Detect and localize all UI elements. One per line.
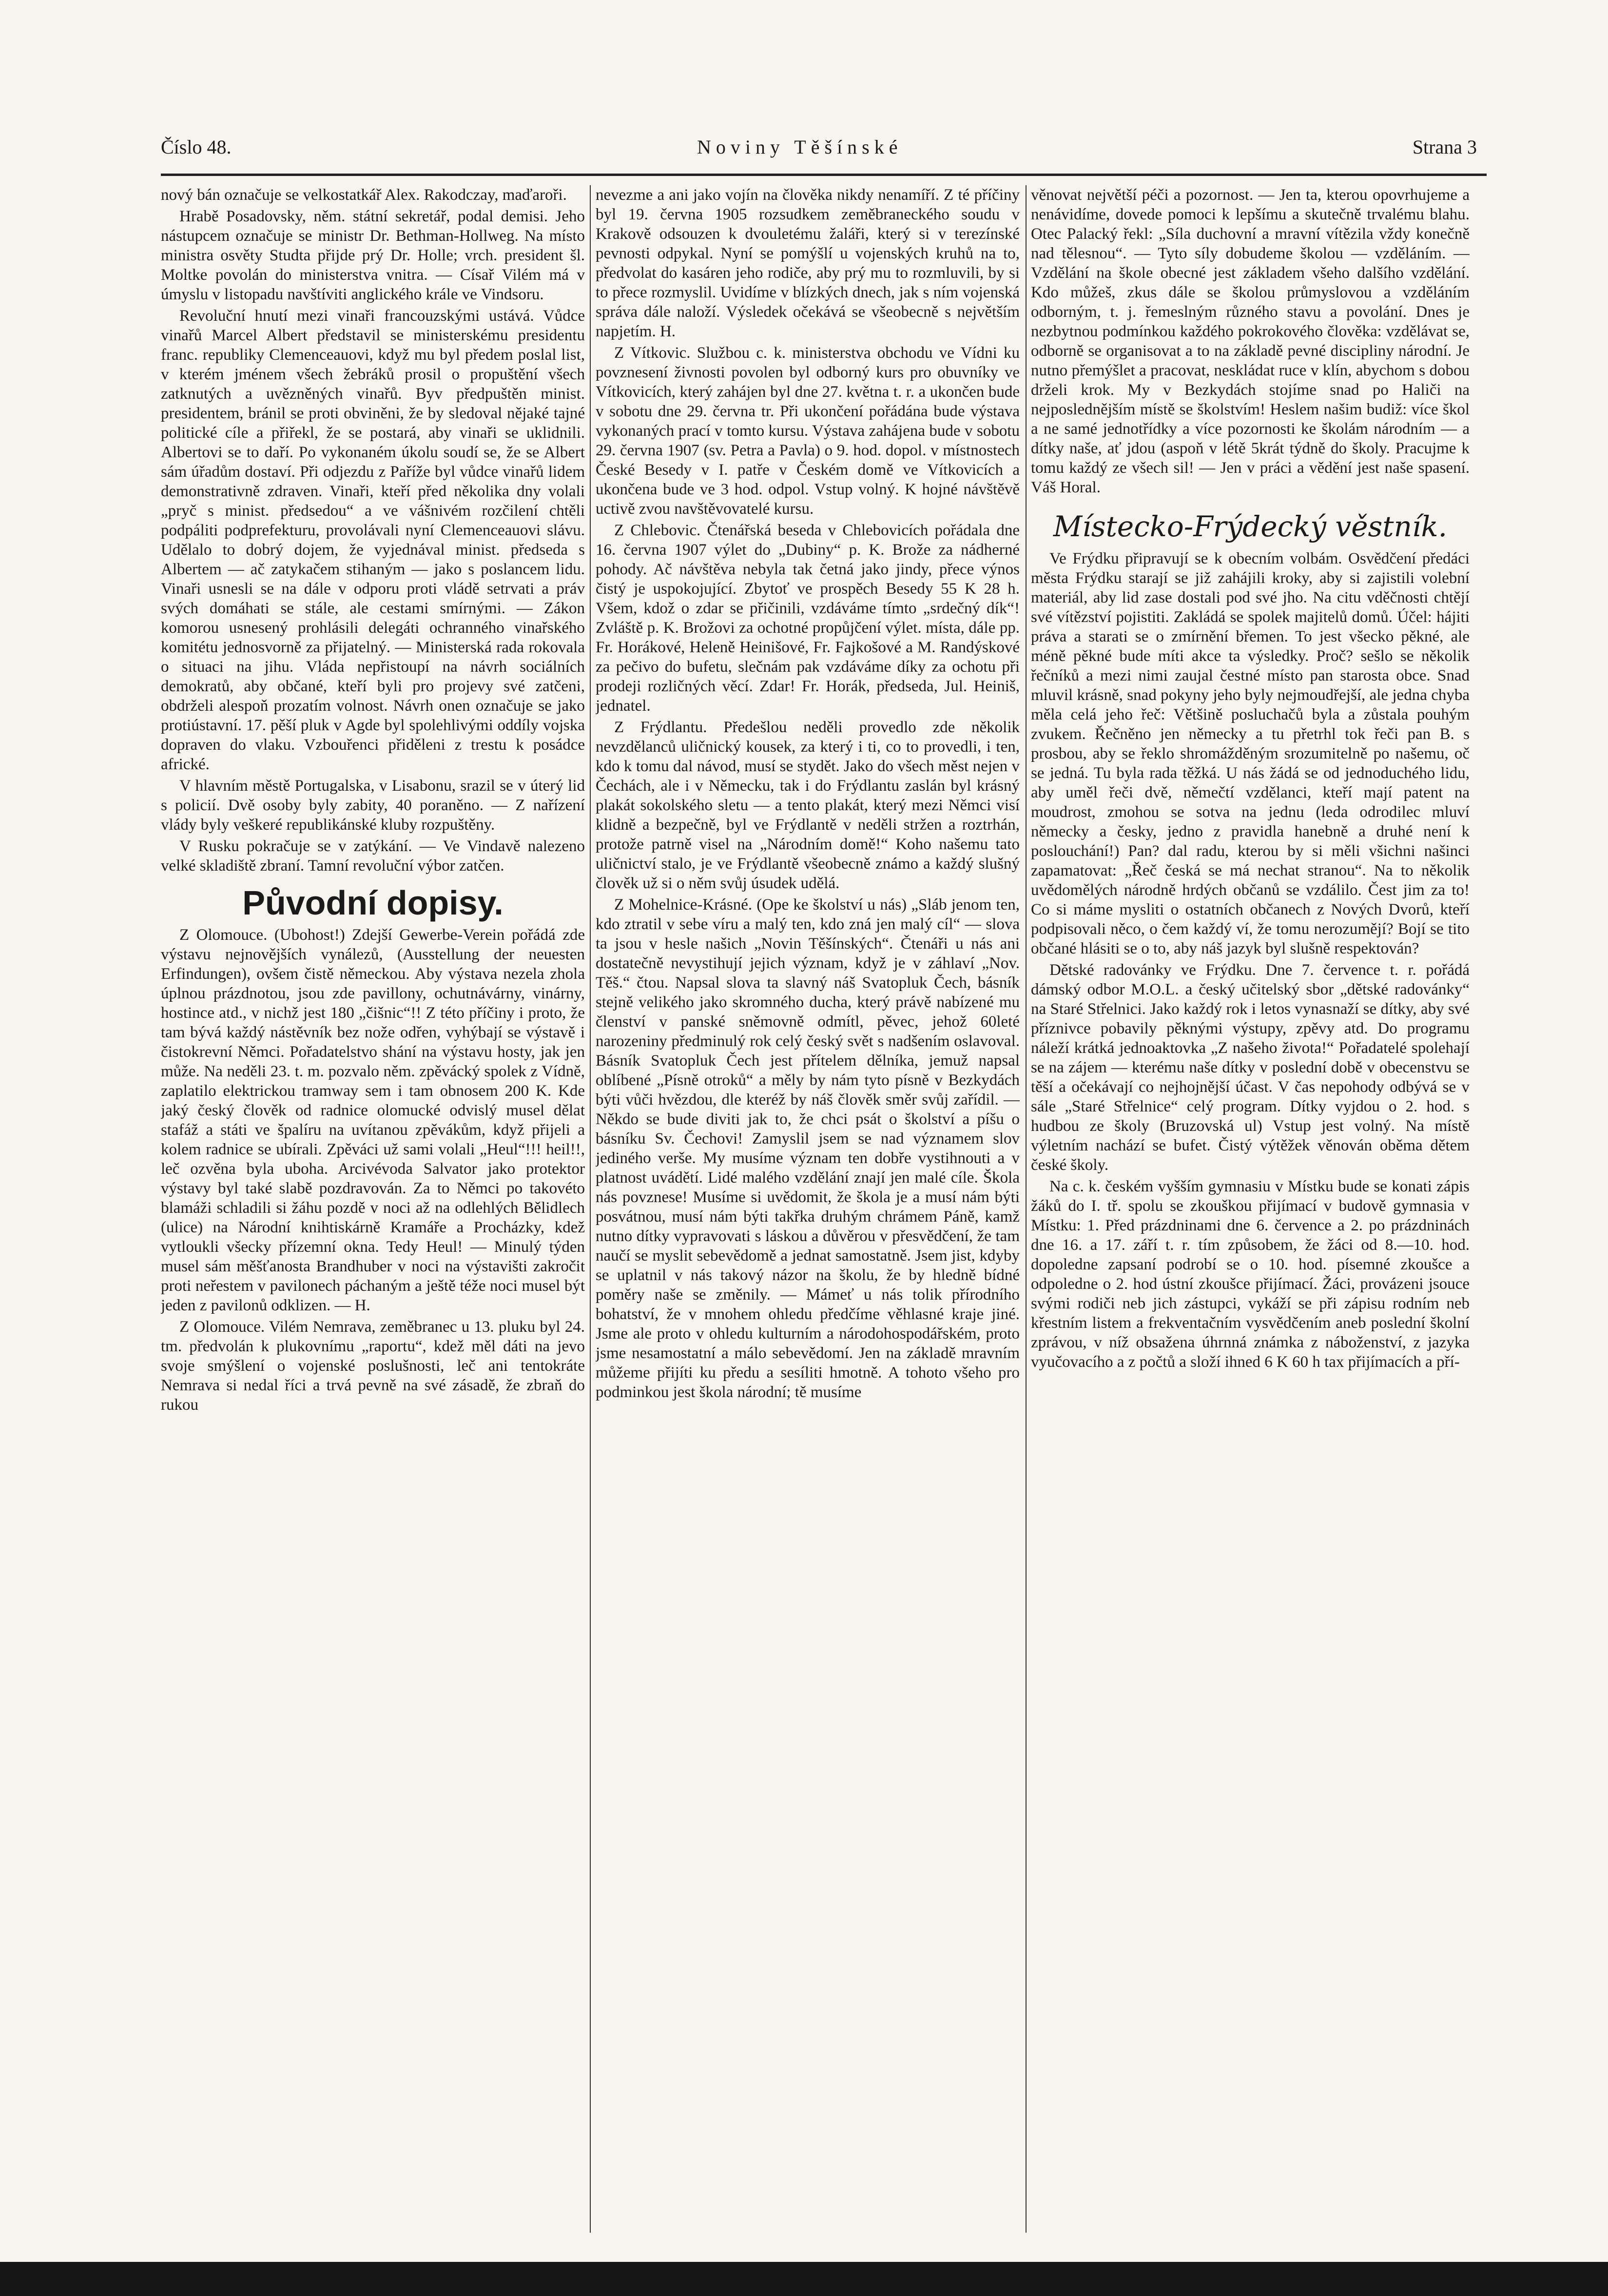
article-paragraph: V hlavním městě Portugalska, v Lisabonu, srazil se v úterý lid s policií. Dvě osoby byly zabity, 40 poraněno. — Z nařízení vlády byly veškeré republikánské kluby rozpuštěny. xyxy=(161,777,585,834)
issue-number: Číslo 48. xyxy=(161,136,232,158)
section-heading-original-letters: Původní dopisy. xyxy=(242,884,504,922)
article-paragraph: Z Olomouce. (Ubohost!) Zdejší Gewerbe-Verein pořádá zde výstavu nejnovějších vynálezů, (Ausstellung der neuesten Erfindungen), ovšem čistě německou. Aby výstava nezela zhola úplnou prázdnotou, jsou zde pavillony, ochutnávárny, vinárny, hostince atd., v nichž jest 180 „čišnic“!! Z této příčiny i proto, že tam bývá každý nástěvník bez nože odřen, vyhýbají se výstavě i čistokrevní Němci. Pořadatelstvo shání na výstavu hosty, jak jen může. Na neděli 23. t. m. pozvalo něm. zpěvácký spolek z Vídně, zaplatilo elektrickou tramway sem i tam obnosem 200 K. Kde jaký český člověk od radnice olomucké odvislý musel dělat stafáž a státi ve špalíru na uvítanou zpěvákům, když přijeli a kolem radnice se ubírali. Zpěváci už sami volali „Heul“!!! heil!!, leč ozvěna byla uboha. Arcivévoda Salvator jako protektor výstavy byl také slabě pozdravován. Za to Němci po takovéto blamáži schladili si žáhu pozdě v noci až na odlehlých Bělidlech (ulice) na Národní knihtiskárně Kramáře a Procházky, kdež vytloukli všecky přízemní okna. Tedy Heul! — Minulý týden musel sám měšťanosta Brandhuber v noci na výstavišti zakročit proti neřestem v pavilonech páchaným a ještě téže noci musel být jeden z pavilonů odklizen. — H. xyxy=(161,926,585,1314)
article-paragraph: Hrabě Posadovsky, něm. státní sekretář, podal demisi. Jeho nástupcem označuje se ministr Dr. Bethman-Hollweg. Na místo ministra osvěty Studta přijde prý Dr. Holle; vrch. president šl. Moltke povolán do ministerstva vnitra. — Císař Vilém má v úmyslu v listopadu navštíviti anglického krále ve Vindsoru. xyxy=(161,208,585,303)
page-number: Strana 3 xyxy=(1412,136,1477,158)
article-paragraph: Ve Frýdku připravují se k obecním volbám. Osvědčení předáci města Frýdku starají se již zahájili kroky, aby si zajistili volební materiál, aby lid zase dostali pod své jho. Na citu vděčnosti chtějí své vítězství pojistiti. Zakládá se spolek majitelů domů. Účel: hájiti práva a starati se o zmírnění břemen. To jest všecko pěkné, ale méně pěkné bude míti akce ta výsledky. Proč? sešlo se několik řečníků a mezi nimi zaujal čestné místo pan starosta obce. Snad mluvil krásně, snad pokyny jeho byly nejmoudřejší, ale jedna chyba měla celá jeho řeč: Většině posluchačů byla a zůstala pouhým zvukem. Řečněno jen německy a tu přetrhl tok řeči pan B. s prosbou, aby se řeklo shromážděným srozumitelně po našemu, oč se jedná. Tu byla rada těžká. U nás žádá se od jednoduchého lidu, aby uměl řeči dvě, němečtí vzdělanci, kteří mají patent na moudrost, zmohou se sotva na jednu (leda odrodilec mluví německy a česky, jedno z pravidla hanebně a druhé není k poslouchání!) Pan? dal radu, kterou by si měli všichni našinci zapamatovat: „Řeč česká se má nechat stranou“. Na to několik uvědomělých národně hrdých občanů se vzdálilo. Čest jim za to! Co si máme mysliti o ostatních občanech z Nových Dvorů, kteří podpisovali něco, o čem každý ví, že tomu nerozumějí? Bojí se tito občané hlásiti se o to, aby náš jazyk byl slušně respektován? xyxy=(1031,550,1470,957)
newspaper-title: Noviny Těšínské xyxy=(697,136,903,158)
column-3 xyxy=(1031,185,1470,2233)
article-paragraph: Na c. k. českém vyšším gymnasiu v Místku bude se konati zápis žáků do I. tř. spolu se zkouškou přijímací v budově gymnasia v Místku: 1. Před prázdninami dne 6. července a 2. po prázdninách dne 16. a 17. září t. r. tím způsobem, že žáci od 8.—10. hod. dopoledne zapsaní podrobí se o 10. hod. písemné zkoušce a odpoledne o 2. hod ústní zkoušce přijímací. Žáci, provázeni jsouce svými rodiči neb jich zástupci, vykáží se při zápisu rodním neb křestním listem a frekventačním vysvědčením aneb poslední školní zprávou, v níž obsažena úhrnná známka z náboženství, z jazyka vyučovacího a z počtů a složí ihned 6 K 60 h tax přijímacích a pří- xyxy=(1031,1178,1470,1371)
article-paragraph: Z Frýdlantu. Předešlou neděli provedlo zde několik nevzdělanců uličnický kousek, za který i ti, co to provedli, i ten, kdo k tomu dal návod, musí se stydět. Jako do všech měst nejen v Čechách, ale i v Německu, tak i do Frýdlantu zaslán byl krásný plakát sokolského sletu — a tento plakát, který mezi Němci visí klidně a bezpečně, byl ve Frýdlantě v neděli stržen a roztrhán, protože patrně visel na „Národním domě!“ Koho našemu tato uličnictví stalo, je ve Frýdlantě všeobecně známo a každý slušný člověk už si o něm svůj úsudek udělá. xyxy=(596,719,1020,892)
article-paragraph: Z Vítkovic. Službou c. k. ministerstva obchodu ve Vídni ku povznesení živnosti povolen byl odborný kurs pro obuvníky ve Vítkovicích, který zahájen byl dne 27. května t. r. a ukončen bude v sobotu dne 29. června tr. Při ukončení pořádána bude výstava vykonaných prací v tomto kursu. Výstava zahájena bude v sobotu 29. června 1907 (sv. Petra a Pavla) o 9. hod. dopol. v místnostech České Besedy v I. patře v Českém domě ve Vítkovicích a ukončena bude ve 3 hod. odpol. Vstup volný. K hojné návštěvě uctivě zvou navštěvovatelé kursu. xyxy=(596,344,1020,518)
article-paragraph: nový bán označuje se velkostatkář Alex. Rakodczay, maďaroři. xyxy=(161,186,567,204)
column-divider xyxy=(1026,185,1027,2233)
column-2 xyxy=(596,185,1020,2233)
article-paragraph: V Rusku pokračuje se v zatýkání. — Ve Vindavě nalezeno velké skladiště zbraní. Tamní revoluční výbor zatčen. xyxy=(161,837,585,875)
article-paragraph: Z Mohelnice-Krásné. (Ope ke školství u nás) „Sláb jenom ten, kdo ztratil v sebe víru a malý ten, kdo zná jen malý cíl“ — slova ta jsou v hesle našich „Novin Těšínských“. Čtenáři u nás ani dostatečně nevystihují jejich význam, když je v záhlaví „Nov. Těš.“ čtou. Napsal slova ta slavný náš Svatopluk Čech, básník stejně velikého jako skromného ducha, který právě nabízené mu členství v panské sněmovně odmítl, pěvec, jehož 60leté narozeniny předminulý rok celý český svět s nadšením oslavoval. Básník Svatopluk Čech jest přítelem dělníka, jemuž napsal oblíbené „Písně otroků“ a měly by nám tyto písně v Bezkydách býti vůči hvězdou, dle kteréž by náš člověk směr svůj zařídil. — Někdo se bude diviti jak to, že chci psát o školství a píšu o básníku Sv. Čechovi! Zamyslil jsem se nad významem slov jediného verše. My musíme význam ten dobře vystihnouti a v platnost uvádětí. Lidé malého vzdělání znají jen malé cíle. Škola nás povznese! Musíme si uvědomit, že škola je a musí nám býti posvátnou, musí nám býti takřka druhým chrámem Páně, kamž nutno dítky vypravovati s láskou a důvěrou v přesvědčení, že tam naučí se myslit sebevědomě a jednat samostatně. Jsem jist, kdyby se uplatnil v nás takový názor na školu, že by hledně bídné poměry naše se změnily. — Mámeť u nás tolik přírodního bohatství, že v mnohem ohledu předčíme věhlasné kraje jiné. Jsme ale proto v ohledu kulturním a národohospodářském, proto jsme nesamostatní a málo sebevědomí. Jen na základě mravním můžeme přijíti ku předu a sesíliti hmotně. A tohoto všeho pro podminkou jest škola národní; tě musíme xyxy=(596,896,1020,1401)
article-paragraph: nevezme a ani jako vojín na člověka nikdy nenamíří. Z té příčiny byl 19. června 1905 rozsudkem zeměbraneckého soudu v Krakově odsouzen k dvouletému žaláři, který si v terezínské pevnosti odpykal. Nyní se pomýšlí u vojenských kruhů na to, předvolat do kasáren jeho rodiče, aby prý mu to rozmluvili, by si to přece rozmyslil. Uvidíme v blízkých dnech, jak s ním vojenská správa dále naloží. Výsledek očekává se všeobecně s největším napjetím. H. xyxy=(596,186,1020,340)
page-header xyxy=(161,131,1477,165)
column-1 xyxy=(161,185,585,2233)
article-paragraph: věnovat největší péči a pozornost. — Jen ta, kterou opovrhujeme a nenávidíme, dovede pomoci k lepšímu a skutečně trvalému blahu. Otec Palacký řekl: „Síla duchovní a mravní vítězila vždy konečně nad tělesnou“. — Tyto síly dobudeme školou — vzděláním. — Vzdělání na škole obecné jest základem všeho dalšího vzdělání. Kdo můžeš, zkus dále se školou průmyslovou a vzděláním odborným, t. j. řemeslným různého stavu a povolání. Dnes je nezbytnou podmínkou každého pokrokového člověka: vzdělávat se, odborně se organisovat a to na základě pevné discipliny národní. Je nutno přemýšlet a pracovat, neskládat ruce v klín, abychom s dobou drželi krok. My v Bezkydách stojíme snad po Haliči na nejposlednějším místě se školstvím! Heslem našim budiž: více škol a ne samé jednotřídky a více pozornosti ke školám národním — a dítky naše, ať jdou (aspoň v létě 5krát týdně do školy. Pracujme k tomu každý ze všech sil! — Jen v práci a vědění jest naše spasení. Váš Horal. xyxy=(1031,186,1470,496)
article-paragraph: Revoluční hnutí mezi vinaři francouzskými ustává. Vůdce vinařů Marcel Albert představil se ministerskému presidentu franc. republiky Clemenceauovi, když mu byl předem poslal list, v kterém jménem všech žebráků prosil o propuštění všech zatknutých a uvězněných vinařů. Byv předpuštěn minist. presidentem, bránil se proti obviněni, že by sledoval nějaké tajné politické cíle a přiřekl, že se postará, aby vinaři se uklidnili. Albertovi se to daří. Po vykonaném úkolu soudí se, že se Albert sám úřadům dostaví. Při odjezdu z Paříže byl vůdce vinařů lidem demonstrativně zdraven. Vinaři, kteří před několika dny volali „pryč s minist. předsedou“ a ve vášnivém rozčilení chtěli podpáliti podprefekturu, provolávali nyní Clemenceauovi slávu. Udělalo to dobrý dojem, že vyjednával minist. předseda s Albertem — ač zatykačem stihaným — jako s poslancem lidu. Vinaři usnesli se na dále v odporu proti vládě setrvati a práv svých domáhati se stále, ale cestami smírnými. — Zákon komorou usnesený prohlásili delegáti ochranného vinařského komitétu jednosvorně za přijatelný. — Ministerská rada rokovala o situaci na jihu. Vláda nepřistoupí na návrh sociálních demokratů, aby občané, kteří byli pro projevy své zatčeni, obdrželi alespoň prozatím volnost. Návrh onen označuje se jako protiústavní. 17. pěší pluk v Agde byl spolehlivými oddíly vojska dopraven do vlaku. Vzbouřenci přiděleni z trestu k posádce africké. xyxy=(161,307,585,773)
scan-bottom-edge xyxy=(0,2262,1608,2296)
header-rule xyxy=(161,174,1487,176)
section-heading-regional-news: Místecko-Frýdecký věstník. xyxy=(1053,510,1448,543)
article-paragraph: Z Chlebovic. Čtenářská beseda v Chlebovicích pořádala dne 16. června 1907 výlet do „Dubiny“ p. K. Brože za nádherné pohody. Ač návštěva nebyla tak četná jako jindy, přece výnos čistý je uspokojující. Zbytoť ve prospěch Besedy 55 K 28 h. Všem, kdož o zdar se přičinili, vzdáváme tímto „srdečný dík“! Zvláště p. K. Brožovi za ochotné propůjčení výlet. místa, dále pp. Fr. Horákové, Heleně Heinišové, Fr. Fajkošové a M. Randýskové za pečivo do bufetu, slečnám pak vzdáváme díky za ochotu při prodeji rozličných věcí. Zdar! Fr. Horák, předseda, Jul. Heiniš, jednatel. xyxy=(596,522,1020,715)
column-divider xyxy=(590,185,591,2233)
article-paragraph: Z Olomouce. Vilém Nemrava, zeměbranec u 13. pluku byl 24. tm. předvolán k plukovnímu „raportu“, kdež měl dáti na jevo svoje smýšlení o vojenské poslušnosti, leč ani tentokráte Nemrava si nedal říci a trvá pevně na své zásadě, že zbraň do rukou xyxy=(161,1318,585,1414)
article-paragraph: Dětské radovánky ve Frýdku. Dne 7. července t. r. pořádá dámský odbor M.O.L. a český učitelský sbor „dětské radovánky“ na Staré Střelnici. Jako každý rok i letos vynasnaží se dítky, aby své příznivce pobavily pěknými výstupy, zpěvy atd. Do programu náleží krátká jednoaktovka „Z našeho života!“ Pořadatelé spolehají se na zájem — kterému naše dítky v poslední době v obecenstvu se těší a očekávají co nejhojnější účast. V čas nepohody odbývá se v sále „Staré Střelnice“ celý program. Dítky vyjdou o 2. hod. s hudbou ze školy (Bruzovská ul) Vstup jest volný. Na místě výletním nachází se bufet. Čistý výtěžek věnován oběma dětem české školy. xyxy=(1031,961,1470,1174)
